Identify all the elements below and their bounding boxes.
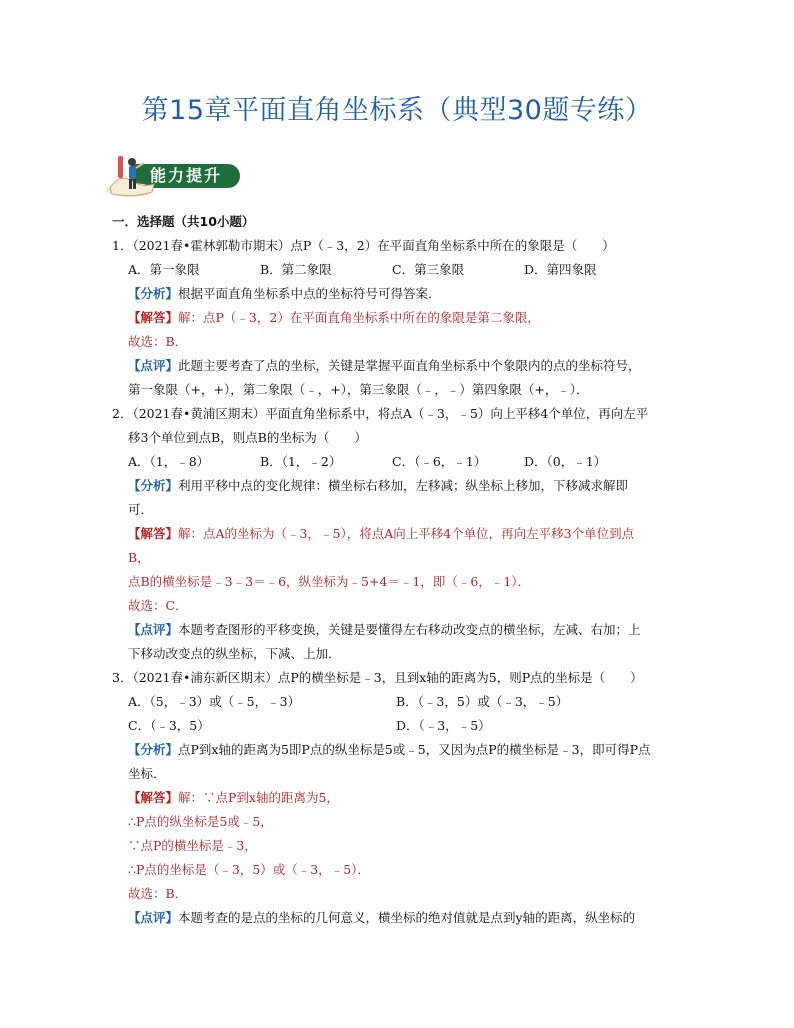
q3-solution-line3: ∵点P的横坐标是﹣3， — [128, 838, 257, 853]
q1-comment-cont: 第一象限（+，+），第二象限（﹣，+），第三象限（﹣，﹣）第四象限（+，﹣）． — [128, 382, 589, 397]
banner-label: 能力提升 — [150, 166, 223, 185]
solution-tag: 【解答】 — [128, 310, 179, 325]
comment-text: 此题主要考查了点的坐标，关键是掌握平面直角坐标系中个象限内的点的坐标符号， — [178, 358, 641, 373]
q3-solution — [112, 786, 698, 810]
solution-text: 解：∵点P到x轴的距离为5， — [178, 790, 339, 805]
comment-tag: 【点评】 — [128, 358, 179, 373]
q2-stem: 2．（2021春•黄浦区期末）平面直角坐标系中，将点A（﹣3，﹣5）向上平移4个单位，再向左平 — [112, 406, 649, 421]
q2-stem-cont: 移3个单位到点B，则点B的坐标为（ ） — [128, 430, 367, 445]
comment-tag: 【点评】 — [128, 910, 179, 925]
q2-options — [112, 450, 698, 474]
q2-solution-line3: 点B的横坐标是﹣3﹣3＝﹣6，纵坐标为﹣5+4＝﹣1，即（﹣6，﹣1）． — [128, 574, 531, 589]
q1-stem: 1．（2021春•霍林郭勒市期末）点P（﹣3，2）在平面直角坐标系中所在的象限是（ ） — [112, 238, 615, 253]
q2-comment-cont: 下移动改变点的纵坐标，下减、上加． — [128, 646, 341, 661]
q1-option-d: D．第四象限 — [524, 262, 597, 277]
q2-comment — [112, 618, 698, 642]
q1-comment — [112, 354, 698, 378]
q2-solution — [112, 522, 698, 546]
q3-option-a: A．（5，﹣3）或（﹣5，﹣3） — [128, 694, 301, 709]
analysis-text: 利用平移中点的变化规律：横坐标右移加，左移减；纵坐标上移加，下移减求解即 — [178, 478, 629, 493]
q3-solution-line4: ∴P点的坐标是（﹣3，5）或（﹣3，﹣5）． — [128, 862, 370, 877]
q3-stem: 3．（2021春•浦东新区期末）点P的横坐标是﹣3，且到x轴的距离为5，则P点的坐标是（ ） — [112, 670, 643, 685]
q3-options-row2 — [112, 714, 698, 738]
analysis-text: 点P到x轴的距离为5即P点的纵坐标是5或﹣5，又因为点P的横坐标是﹣3，即可得P点 — [178, 742, 651, 757]
page-title: 第15章平面直角坐标系（典型30题专练） — [141, 95, 653, 126]
q1-option-b: B．第二象限 — [260, 262, 332, 277]
solution-text: 解：点A的坐标为（﹣3，﹣5），将点A向上平移4个单位，再向左平移3个单位到点 — [178, 526, 635, 541]
q2-option-c: C．（﹣6，﹣1） — [392, 454, 487, 469]
q3-choice: 故选：B． — [128, 886, 188, 901]
solution-tag: 【解答】 — [128, 790, 179, 805]
q3-option-c: C．（﹣3，5） — [128, 718, 210, 733]
analysis-tag: 【分析】 — [128, 478, 179, 493]
comment-text: 本题考查图形的平移变换，关键是要懂得左右移动改变点的横坐标，左减、右加；上 — [178, 622, 641, 637]
q2-option-b: B．（1，﹣2） — [260, 454, 342, 469]
q3-option-b: B．（﹣3，5）或（﹣3，﹣5） — [396, 694, 569, 709]
q2-solution-cont: B， — [128, 550, 150, 565]
q3-analysis — [112, 738, 698, 762]
q2-choice: 故选：C． — [128, 598, 188, 613]
q1-solution — [112, 306, 698, 330]
q1-analysis — [112, 282, 698, 306]
q3-solution-line2: ∴P点的纵坐标是5或﹣5， — [128, 814, 273, 829]
q2-analysis-cont: 可． — [128, 502, 154, 517]
q3-comment — [112, 906, 698, 930]
q2-option-a: A．（1，﹣8） — [128, 454, 210, 469]
q3-option-d: D．（﹣3，﹣5） — [396, 718, 491, 733]
section-heading: 一．选择题（共10小题） — [112, 214, 255, 229]
q3-options-row1 — [112, 690, 698, 714]
q1-option-a: A．第一象限 — [128, 262, 200, 277]
comment-tag: 【点评】 — [128, 622, 179, 637]
q2-option-d: D．（0，﹣1） — [524, 454, 607, 469]
q1-options — [112, 258, 698, 282]
analysis-tag: 【分析】 — [128, 286, 179, 301]
section-banner — [104, 152, 240, 200]
q2-analysis — [112, 474, 698, 498]
q1-option-c: C．第三象限 — [392, 262, 465, 277]
analysis-tag: 【分析】 — [128, 742, 179, 757]
comment-text: 本题考查的是点的坐标的几何意义，横坐标的绝对值就是点到y轴的距离，纵坐标的 — [178, 910, 636, 925]
analysis-text: 根据平面直角坐标系中点的坐标符号可得答案． — [178, 286, 441, 301]
q1-choice: 故选：B． — [128, 334, 188, 349]
q3-analysis-cont: 坐标． — [128, 766, 166, 781]
solution-tag: 【解答】 — [128, 526, 179, 541]
document-body — [112, 210, 698, 930]
solution-text: 解：点P（﹣3，2）在平面直角坐标系中所在的象限是第二象限， — [178, 310, 540, 325]
